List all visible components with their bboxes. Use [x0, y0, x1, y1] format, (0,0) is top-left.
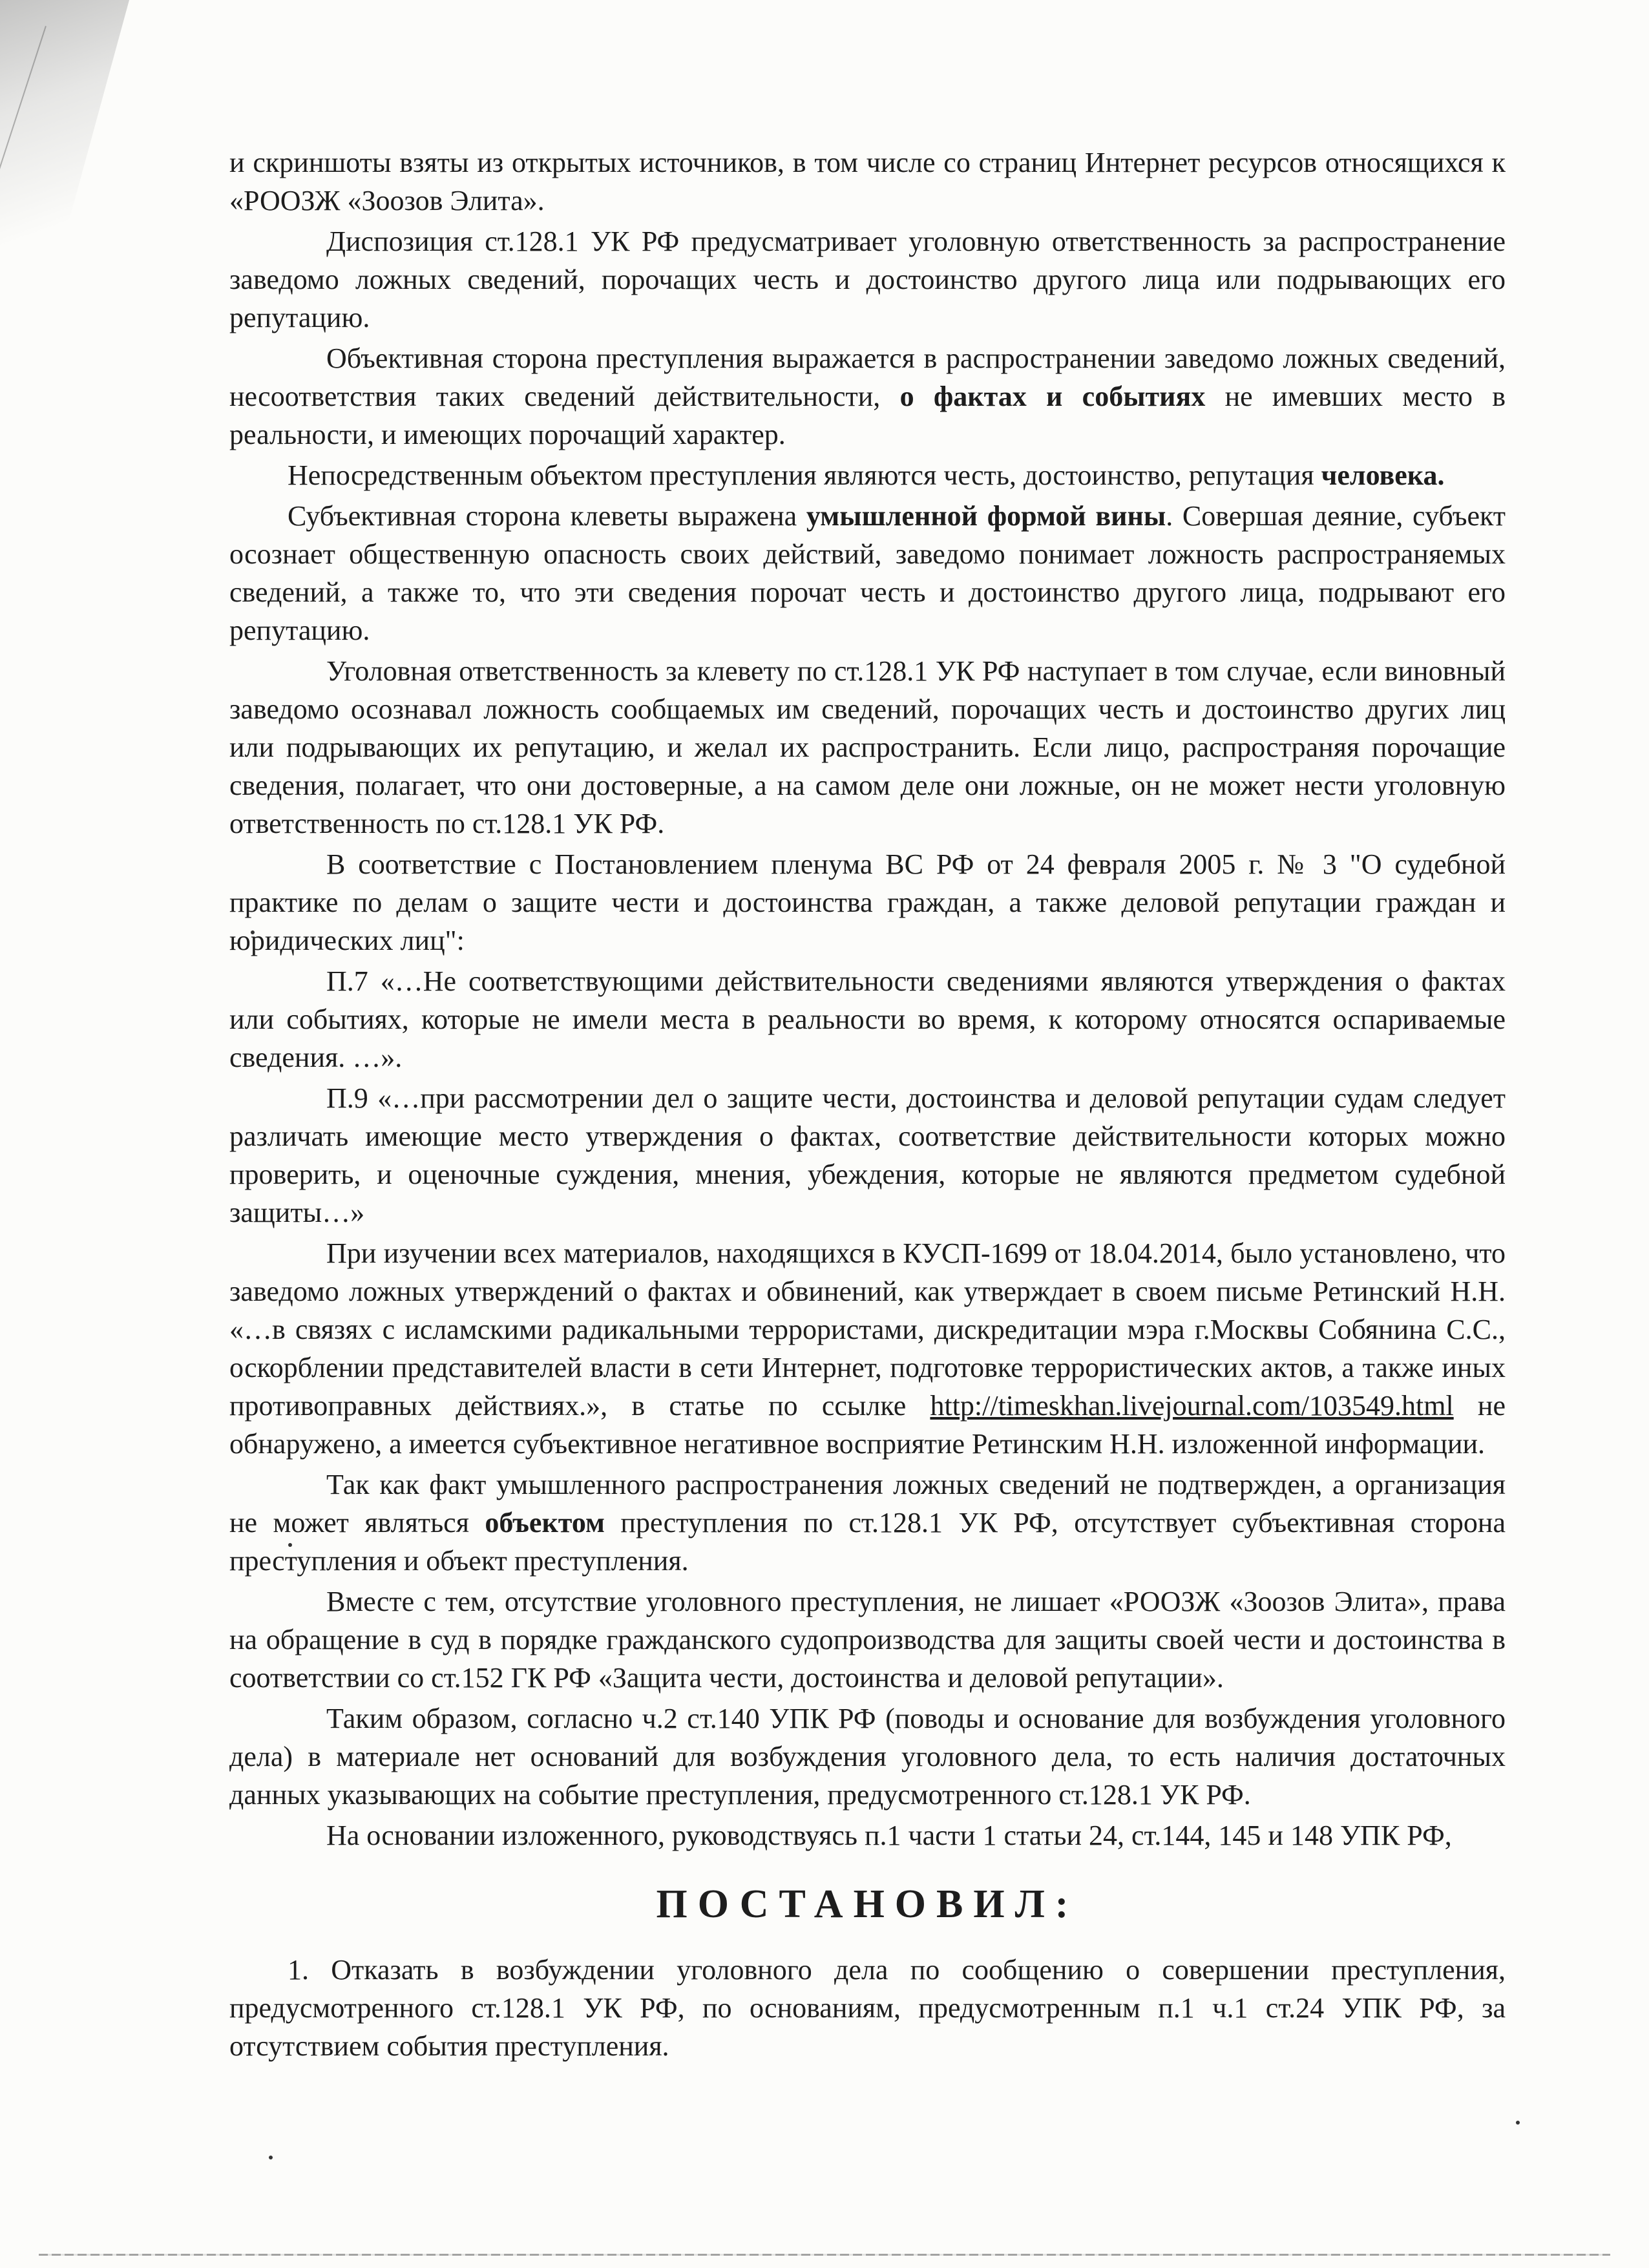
paragraph-3: [229, 339, 1506, 454]
paragraph-1: [229, 143, 1506, 220]
paragraph-text: В соответствие с Постановлением пленума ВС РФ от 24 февраля 2005 г. № 3 "О судебной практике по делам о защите чести и достоинства граждан, а также деловой репутации граждан и юридических лиц":: [229, 848, 1506, 956]
paragraph-13: [229, 1699, 1506, 1814]
paragraph-text: Диспозиция ст.128.1 УК РФ предусматривает уголовную ответственность за распространение заведомо ложных сведений, порочащих честь и достоинство другого лица или подрывающих его репутацию.: [229, 226, 1506, 333]
scan-shadow: [0, 0, 129, 284]
paragraph-11: [229, 1465, 1506, 1580]
bold-phrase: умышленной формой вины: [806, 500, 1166, 532]
paragraph-text: Субъективная сторона клеветы выражена: [288, 500, 806, 532]
scan-speck: [1516, 2121, 1520, 2125]
resolution-item-1: [229, 1951, 1506, 2065]
paragraph-text: не имевших место в реальности, и имеющих порочащий характер.: [229, 381, 1506, 450]
paragraph-12: [229, 1582, 1506, 1697]
paragraph-text: Так как факт умышленного распространения ложных сведений не подтвержден, а организация не может являться: [229, 1469, 1506, 1538]
paragraph-text: . Совершая деяние, субъект осознает общественную опасность своих действий, заведомо понимает ложность распространяемых сведений, а также то, что эти сведения порочат честь и достоинство другого лица, подрывают его репутацию.: [229, 500, 1506, 646]
paragraph-2: [229, 222, 1506, 337]
scan-speck: [269, 2156, 273, 2159]
scan-bottom-edge: [39, 2254, 1610, 2256]
resolution-heading: ПОСТАНОВИЛ:: [656, 1882, 1079, 1926]
paragraph-9: [229, 1079, 1506, 1232]
bold-phrase: человека.: [1321, 459, 1445, 491]
paragraph-text: Объективная сторона преступления выражается в распространении заведомо ложных сведений, несоответствия таких сведений действительности,: [229, 342, 1506, 412]
paragraph-text: При изучении всех материалов, находящихся в КУСП-1699 от 18.04.2014, было установлено, что заведомо ложных утверждений о фактах и обвинений, как утверждает в своем письме Ретинский Н.Н. «…в связях с исламскими радикальными террористами, дискредитации мэра г.Москвы Собянина С.С., оскорблении представителей власти в сети Интернет, подготовке террористических актов, а также иных противоправных действиях.», в статье по ссылке: [229, 1237, 1506, 1422]
paragraph-text: Вместе с тем, отсутствие уголовного преступления, не лишает «РООЗЖ «Зоозов Элита», права на обращение в суд в порядке гражданского судопроизводства для защиты своей чести и достоинства в соответствии со ст.152 ГК РФ «Защита чести, достоинства и деловой репутации».: [229, 1586, 1506, 1694]
paragraph-text: Непосредственным объектом преступления являются честь, достоинство, репутация: [288, 459, 1321, 491]
bold-phrase: о фактах и событиях: [899, 381, 1206, 412]
paragraph-text: П.9 «…при рассмотрении дел о защите чести, достоинства и деловой репутации судам следует различать имеющие место утверждения о фактах, соответствие действительности которых можно проверить, и оценочные суждения, мнения, убеждения, которые не являются предметом судебной защиты…»: [229, 1082, 1506, 1228]
paragraph-7: [229, 845, 1506, 960]
bold-phrase: объектом: [485, 1507, 605, 1538]
paragraph-text: не обнаружено, а имеется субъективное негативное восприятие Ретинским Н.Н. изложенной информации.: [229, 1390, 1506, 1460]
paragraph-5: [229, 497, 1506, 649]
paragraph-6: [229, 652, 1506, 843]
paragraph-text: и скриншоты взяты из открытых источников, в том числе со страниц Интернет ресурсов относящихся к «РООЗЖ «Зоозов Элита».: [229, 147, 1506, 216]
paragraph-text: На основании изложенного, руководствуясь п.1 части 1 статьи 24, ст.144, 145 и 148 УПК РФ,: [326, 1820, 1452, 1851]
paragraph-text: Таким образом, согласно ч.2 ст.140 УПК РФ (поводы и основание для возбуждения уголовного дела) в материале нет оснований для возбуждения уголовного дела, то есть наличия достаточных данных указывающих на событие преступления, предусмотренного ст.128.1 УК РФ.: [229, 1703, 1506, 1811]
paragraph-text: преступления по ст.128.1 УК РФ, отсутствует субъективная сторона преступления и объект преступления.: [229, 1507, 1506, 1577]
paragraph-10: [229, 1234, 1506, 1463]
paragraph-4: [229, 456, 1506, 494]
paragraph-text: П.7 «…Не соответствующими действительности сведениями являются утверждения о фактах или событиях, которые не имели места в реальности во время, к которому относятся оспариваемые сведения. …».: [229, 965, 1506, 1073]
paragraph-8: [229, 962, 1506, 1076]
resolution-text: 1. Отказать в возбуждении уголовного дела по сообщению о совершении преступления, предусмотренного ст.128.1 УК РФ, по основаниям, предусмотренным п.1 ч.1 ст.24 УПК РФ, за отсутствием события преступления.: [229, 1954, 1506, 2062]
article-link[interactable]: http://timeskhan.livejournal.com/103549.html: [930, 1390, 1454, 1422]
document-body: [229, 143, 1506, 2068]
paragraph-text: Уголовная ответственность за клевету по ст.128.1 УК РФ наступает в том случае, если виновный заведомо осознавал ложность сообщаемых им сведений, порочащих честь и достоинство других лиц или подрывающих их репутацию, и желал их распространить. Если лицо, распространяя порочащие сведения, полагает, что они достоверные, а на самом деле они ложные, он не может нести уголовную ответственность по ст.128.1 УК РФ.: [229, 655, 1506, 839]
paragraph-14: [229, 1816, 1506, 1854]
